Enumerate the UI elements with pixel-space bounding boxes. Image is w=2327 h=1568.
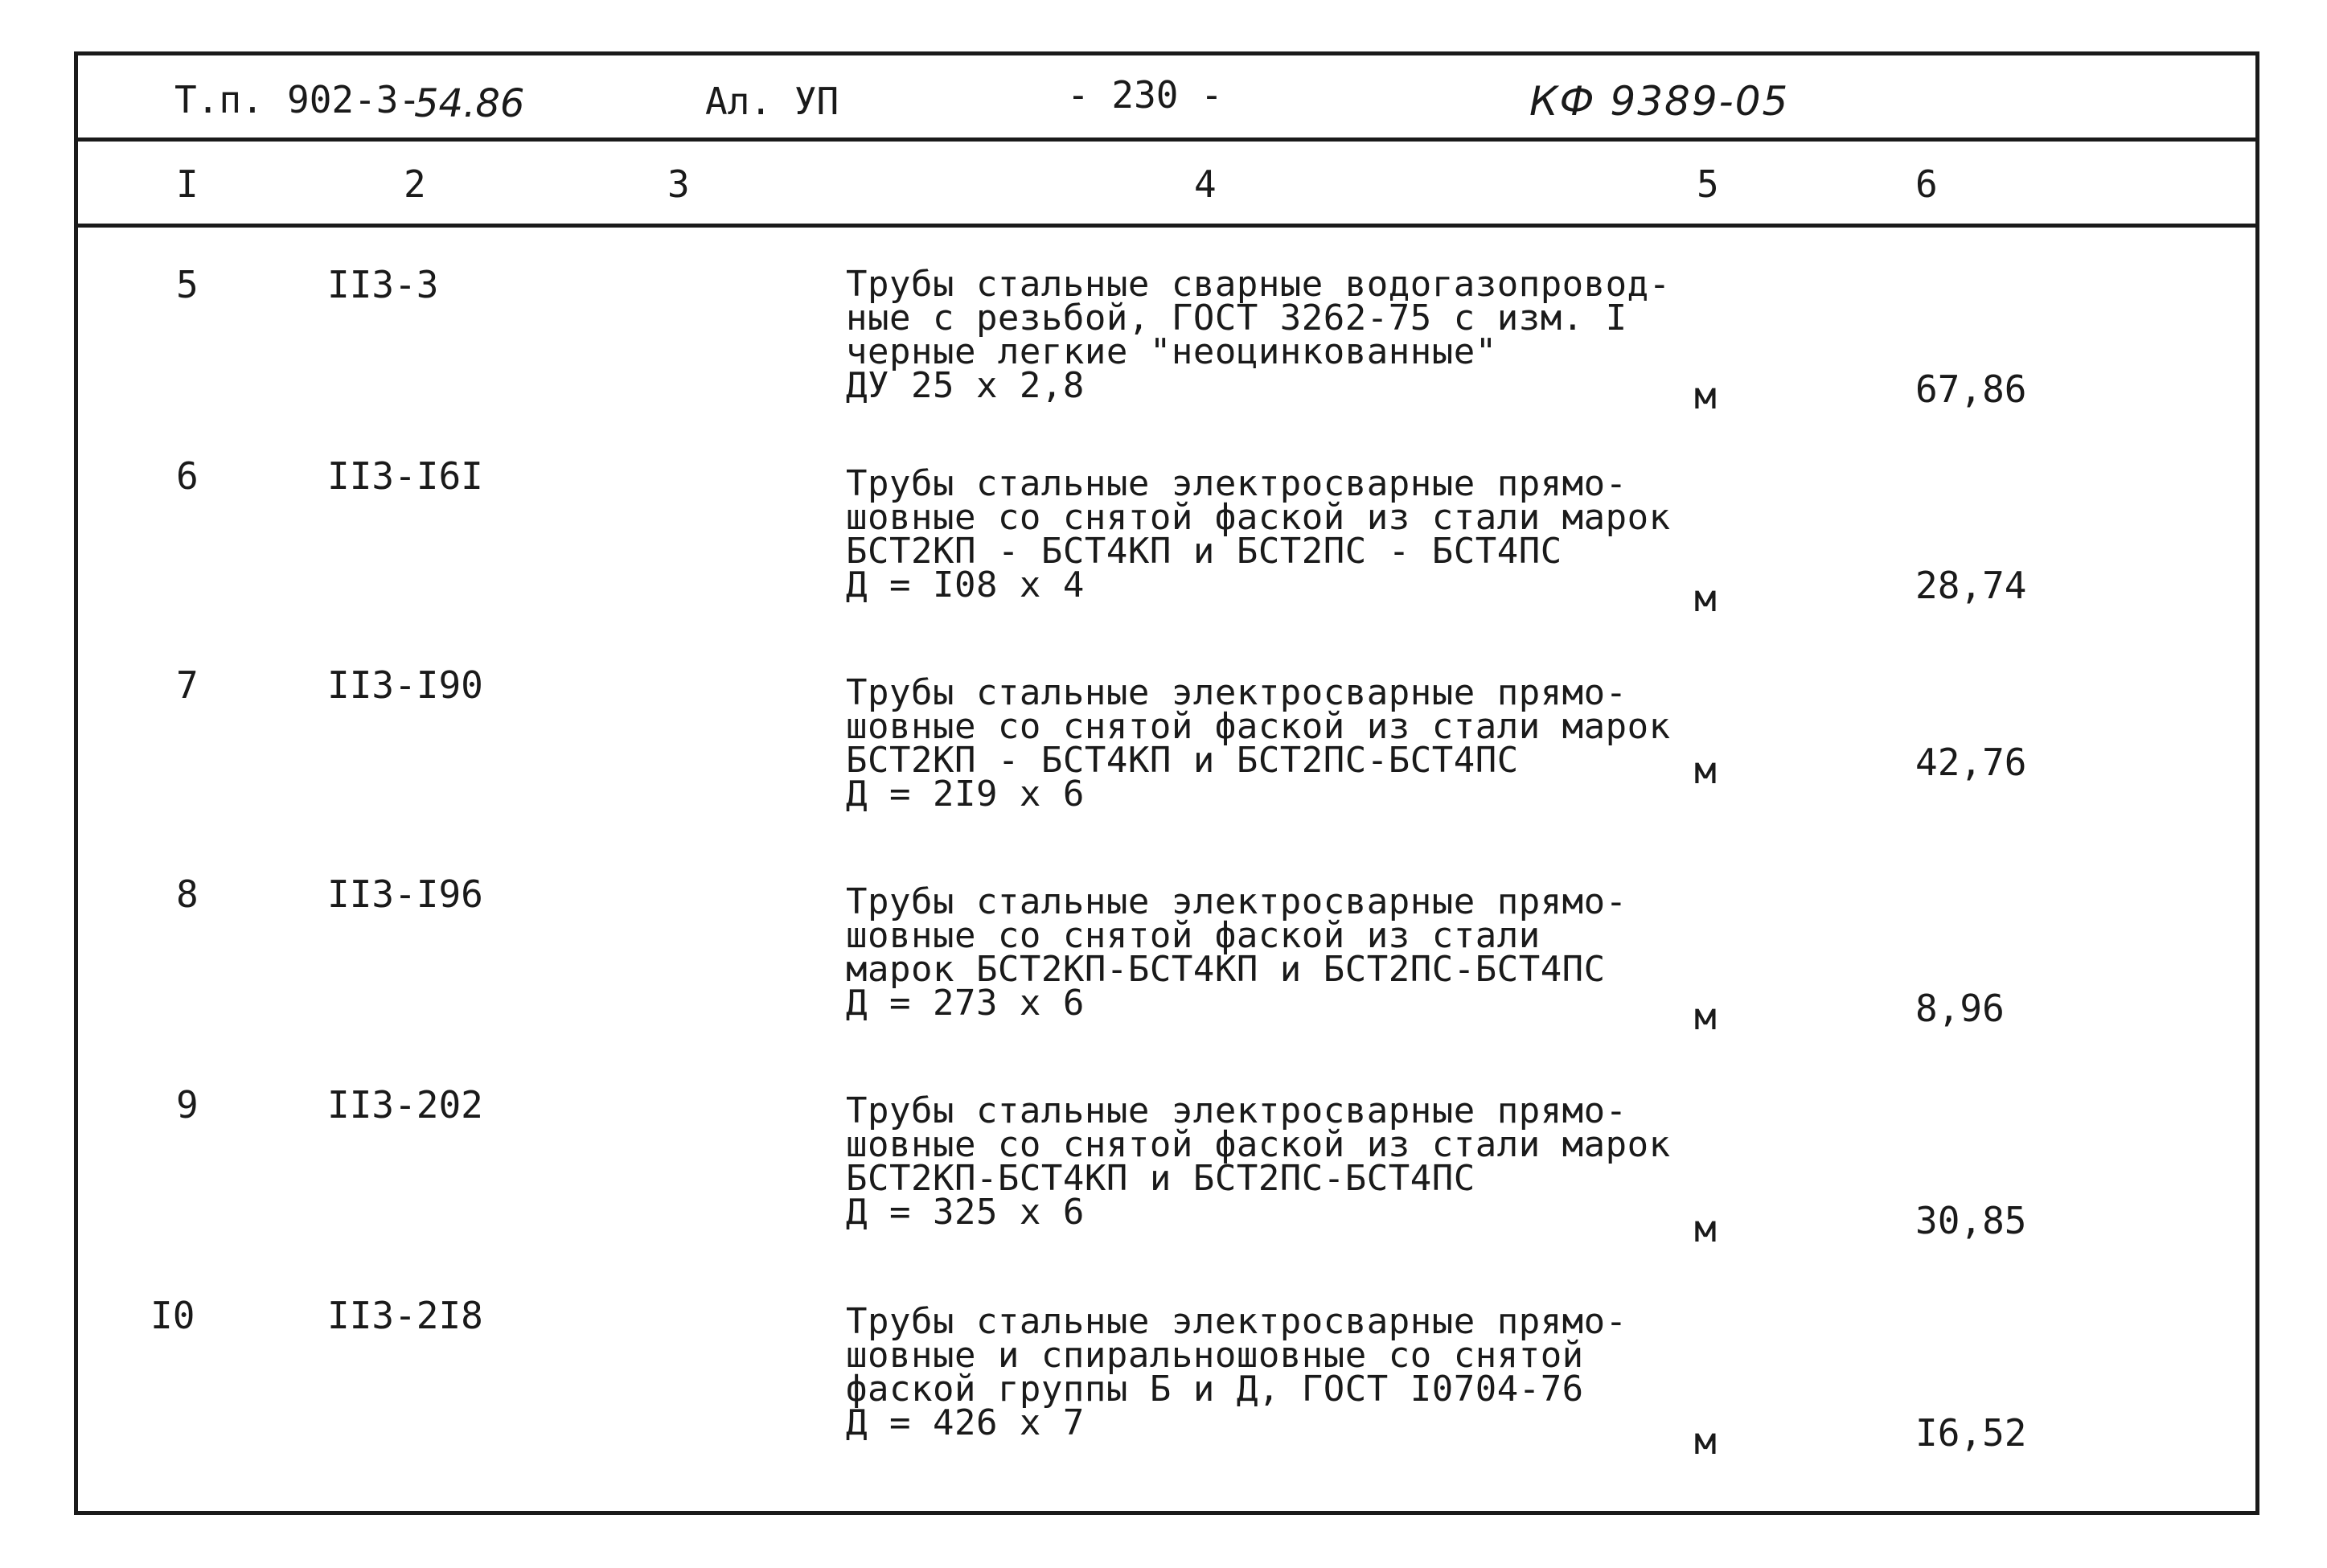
row-description-line: БСТ2КП - БСТ4КП и БСТ2ПС - БСТ4ПС <box>846 531 1562 572</box>
row-quantity: 67,86 <box>1915 367 2027 411</box>
column-header-6: 6 <box>1915 162 1938 206</box>
series-handwritten: 54.86 <box>414 81 525 126</box>
row-code: II3-202 <box>327 1083 483 1127</box>
row-description-line: марок БСТ2КП-БСТ4КП и БСТ2ПС-БСТ4ПС <box>846 949 1606 990</box>
row-description-line: шовные со снятой фаской из стали марок <box>846 706 1671 747</box>
row-number: 5 <box>176 263 199 306</box>
album-label: Ал. УП <box>705 80 839 123</box>
row-code: II3-2I8 <box>327 1294 483 1337</box>
row-description-line: шовные со снятой фаской из стали <box>846 915 1541 956</box>
column-header-2: 2 <box>404 162 426 206</box>
row-quantity: 8,96 <box>1915 987 2005 1030</box>
row-unit: м <box>1694 577 1717 620</box>
row-number: 8 <box>176 872 199 916</box>
row-number: 6 <box>176 454 199 498</box>
row-number: I0 <box>150 1294 195 1337</box>
row-description-line: шовные и спиральношовные со снятой <box>846 1335 1584 1376</box>
row-description-line: Д = I08 х 4 <box>846 564 1085 605</box>
row-description-line: БСТ2КП - БСТ4КП и БСТ2ПС-БСТ4ПС <box>846 740 1519 781</box>
row-quantity: 30,85 <box>1915 1199 2027 1242</box>
row-code: II3-I90 <box>327 663 483 707</box>
row-quantity: I6,52 <box>1915 1411 2027 1455</box>
row-number: 9 <box>176 1083 199 1127</box>
column-header-4: 4 <box>1194 162 1217 206</box>
row-code: II3-3 <box>327 263 439 306</box>
document-code: КФ 9389-05 <box>1529 78 1790 125</box>
row-quantity: 42,76 <box>1915 741 2027 784</box>
series-number: 902-3- <box>287 78 421 121</box>
row-description-line: ные с резьбой, ГОСТ 3262-75 с изм. I <box>846 298 1627 339</box>
row-description-line: шовные со снятой фаской из стали марок <box>846 497 1671 538</box>
row-description-line: Трубы стальные электросварные прямо- <box>846 881 1627 922</box>
row-description-line: шовные со снятой фаской из стали марок <box>846 1124 1671 1165</box>
series-label: Т.п. <box>174 78 264 121</box>
column-header-row <box>78 142 2255 228</box>
row-description-line: Трубы стальные электросварные прямо- <box>846 463 1627 504</box>
spec-sheet <box>74 51 2259 1515</box>
row-code: II3-I96 <box>327 872 483 916</box>
row-unit: м <box>1694 1207 1717 1250</box>
row-unit: м <box>1694 995 1717 1038</box>
row-unit: м <box>1694 1419 1717 1463</box>
row-description-line: фаской группы Б и Д, ГОСТ I0704-76 <box>846 1369 1584 1410</box>
row-description-line: Д = 426 х 7 <box>846 1402 1085 1443</box>
row-unit: м <box>1694 749 1717 792</box>
row-description-line: БСТ2КП-БСТ4КП и БСТ2ПС-БСТ4ПС <box>846 1158 1475 1199</box>
row-description-line: Трубы стальные сварные водогазопровод- <box>846 264 1671 305</box>
row-description-line: Д = 325 х 6 <box>846 1192 1085 1233</box>
row-description-line: Д = 2I9 х 6 <box>846 774 1085 815</box>
column-header-1: I <box>176 162 199 206</box>
row-description-line: ДУ 25 х 2,8 <box>846 365 1085 406</box>
row-unit: м <box>1694 374 1717 417</box>
column-header-3: 3 <box>667 162 690 206</box>
row-description-line: Трубы стальные электросварные прямо- <box>846 672 1627 713</box>
sheet-header <box>78 55 2255 142</box>
column-header-5: 5 <box>1697 162 1719 206</box>
page-number: - 230 - <box>1067 73 1223 117</box>
row-description-line: Трубы стальные электросварные прямо- <box>846 1090 1627 1131</box>
row-number: 7 <box>176 663 199 707</box>
row-description-line: черные легкие "неоцинкованные" <box>846 331 1497 372</box>
row-quantity: 28,74 <box>1915 564 2027 607</box>
row-description-line: Д = 273 х 6 <box>846 983 1085 1024</box>
row-code: II3-I6I <box>327 454 483 498</box>
row-description-line: Трубы стальные электросварные прямо- <box>846 1301 1627 1342</box>
